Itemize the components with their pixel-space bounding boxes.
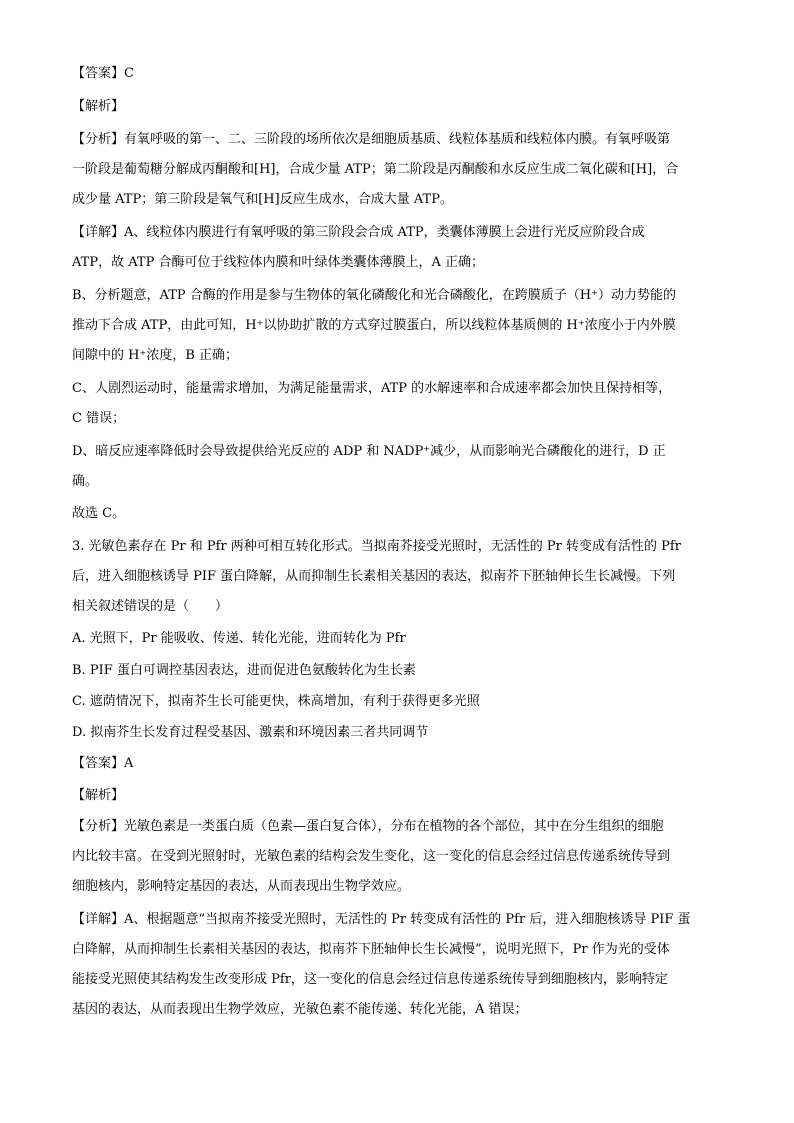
q2-xiangjie-line-1 — [72, 224, 722, 242]
q2-fenxi-line-3: 成少量 ATP；第三阶段是氧气和[H]反应生成水，合成大量 ATP。 — [72, 192, 453, 207]
q3-option-b: B. PIF 蛋白可调控基因表达，进而促进色氨酸转化为生长素 — [72, 663, 416, 678]
xiangjie-text: A、线粒体内膜进行有氧呼吸的第三阶段会合成 ATP，类囊体薄膜上会进行光反应阶段合成 — [124, 225, 645, 240]
q2-option-b-line-2: 推动下合成 ATP，由此可知，H⁺以协助扩散的方式穿过膜蛋白，所以线粒体基质侧的 H⁺浓度小于内外膜 — [72, 318, 676, 333]
xiangjie-text: A、根据题意“当拟南芥接受光照时，无活性的 Pr 转变成有活性的 Pfr 后，进入细胞核诱导 PIF 蛋 — [124, 912, 691, 927]
q2-option-d-line-2: 确。 — [72, 474, 99, 489]
q2-fenxi-line-1 — [72, 131, 722, 149]
q3-xiangjie-line-1 — [72, 911, 722, 929]
q3-stem-line-3: 相关叙述错误的是（ ） — [72, 599, 229, 614]
xiangjie-tag: 【详解】 — [72, 912, 125, 927]
answer-tag: 【答案】 — [72, 756, 125, 771]
q2-answer-line — [72, 65, 722, 83]
answer-tag: 【答案】 — [72, 66, 125, 81]
q3-answer-line — [72, 755, 722, 773]
q3-stem-line-2: 后，进入细胞核诱导 PIF 蛋白降解，从而抑制生长素相关基因的表达，拟南芥下胚轴伸长生长减慢。下列 — [72, 569, 676, 584]
fenxi-tag: 【分析】 — [72, 819, 125, 834]
q3-option-a-line-4: 基因的表达，从而表现出生物学效应，光敏色素不能传递、转化光能，A 错误； — [72, 1002, 528, 1017]
q2-option-b-line-3: 间隙中的 H⁺浓度，B 正确； — [72, 348, 239, 363]
q3-option-d: D. 拟南芥生长发育过程受基因、激素和环境因素三者共同调节 — [72, 725, 429, 740]
q2-option-c-line-2: C 错误； — [72, 411, 126, 426]
xiangjie-tag: 【详解】 — [72, 225, 125, 240]
q2-option-d-line-1: D、暗反应速率降低时会导致提供给光反应的 ADP 和 NADP⁺减少，从而影响光合磷酸化的进行，D 正 — [72, 444, 666, 459]
answer-value: A — [124, 756, 134, 771]
q3-option-c: C. 遮荫情况下，拟南芥生长可能更快，株高增加，有利于获得更多光照 — [72, 694, 480, 709]
q2-conclusion: 故选 C。 — [72, 506, 126, 521]
q3-option-a: A. 光照下，Pr 能吸收、传递、转化光能，进而转化为 Pfr — [72, 631, 406, 646]
q2-option-b-line-1: B、分析题意，ATP 合酶的作用是参与生物体的氧化磷酸化和光合磷酸化，在跨膜质子（H⁺）动力势能的 — [72, 288, 676, 303]
q2-option-c-line-1: C、人剧烈运动时，能量需求增加，为满足能量需求，ATP 的水解速率和合成速率都会加快且保持相等， — [72, 381, 672, 396]
q3-option-a-line-3: 能接受光照使其结构发生改变形成 Pfr，这一变化的信息会经过信息传递系统传导到细胞核内，影响特定 — [72, 972, 668, 987]
q3-stem-line-1: 3. 光敏色素存在 Pr 和 Pfr 两种可相互转化形式。当拟南芥接受光照时，无活性的 Pr 转变成有活性的 Pfr — [72, 539, 681, 554]
q3-fenxi-line-2: 内比较丰富。在受到光照射时，光敏色素的结构会发生变化，这一变化的信息会经过信息传递系统传导到 — [72, 849, 671, 864]
q3-option-a-line-2: 白降解，从而抑制生长素相关基因的表达，拟南芥下胚轴伸长生长减慢”，说明光照下，Pr 作为光的受体 — [72, 942, 670, 957]
q2-analysis-label: 【解析】 — [72, 99, 125, 114]
q2-fenxi-line-2: 一阶段是葡萄糖分解成丙酮酸和[H]，合成少量 ATP；第二阶段是丙酮酸和水反应生成二氧化碳和[H]，合 — [72, 162, 679, 177]
fenxi-text: 光敏色素是一类蛋白质（色素—蛋白复合体），分布在植物的各个部位，其中在分生组织的细胞 — [124, 819, 664, 834]
answer-value: C — [124, 66, 134, 81]
fenxi-tag: 【分析】 — [72, 132, 125, 147]
fenxi-text: 有氧呼吸的第一、二、三阶段的场所依次是细胞质基质、线粒体基质和线粒体内膜。有氧呼吸第 — [124, 132, 671, 147]
q3-fenxi-line-3: 细胞核内，影响特定基因的表达，从而表现出生物学效应。 — [72, 879, 411, 894]
q3-analysis-label: 【解析】 — [72, 788, 125, 803]
q2-option-a-line-2: ATP，故 ATP 合酶可位于线粒体内膜和叶绿体类囊体薄膜上，A 正确； — [72, 255, 484, 270]
q3-fenxi-line-1 — [72, 818, 722, 836]
